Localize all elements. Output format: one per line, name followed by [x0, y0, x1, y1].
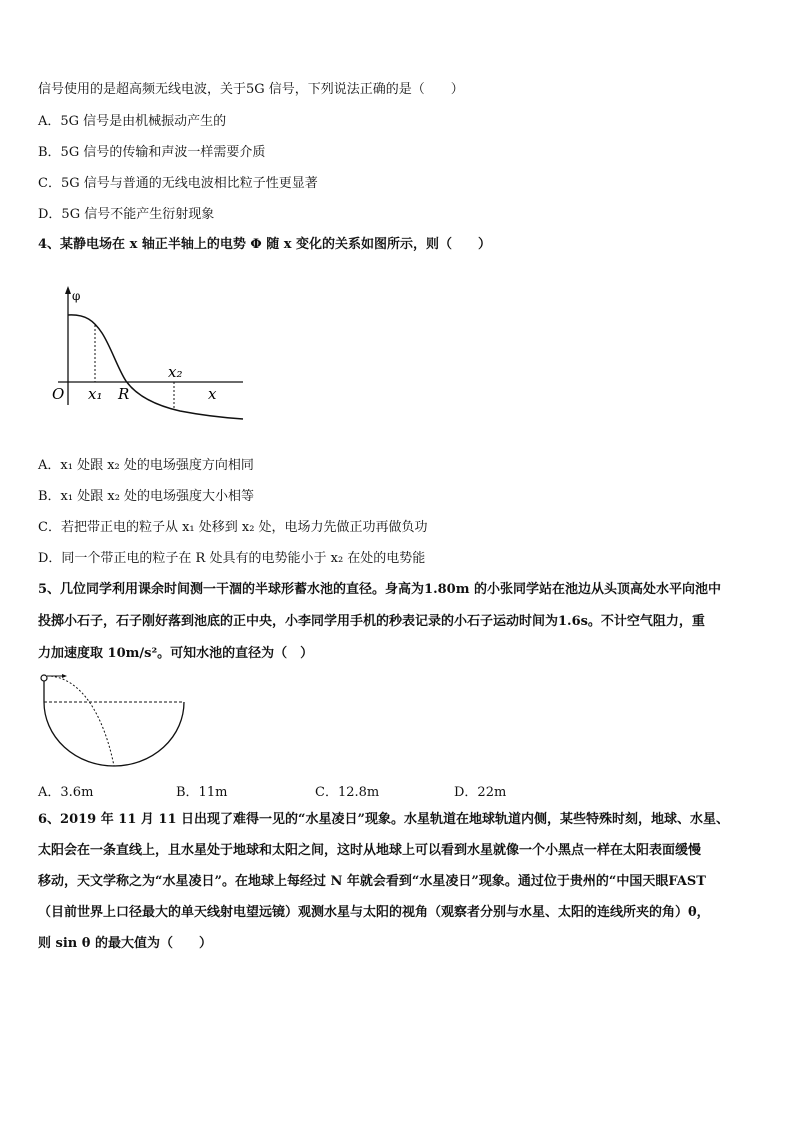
potential-graph-figure — [48, 283, 258, 428]
pool-outline — [44, 702, 184, 766]
phi-label: φ — [72, 289, 81, 303]
stone-trajectory — [47, 676, 114, 766]
q6-line-1: 6、2019 年 11 月 11 日出现了难得一见的“水星凌日”现象。水星轨道在地球轨道内侧，某些特殊时刻，地球、水星、 — [38, 812, 729, 827]
q5-option-c: C．12.8m — [315, 785, 380, 800]
q6-line-3: 移动，天文学称之为“水星凌日”。在地球上每经过 N 年就会看到“水星凌日”现象。通过位于贵州的“中国天眼FAST — [38, 874, 706, 889]
q4-option-a: A．x₁ 处跟 x₂ 处的电场强度方向相同 — [38, 458, 254, 473]
hemisphere-pool-figure — [36, 671, 196, 771]
q3-option-a: A．5G 信号是由机械振动产生的 — [38, 114, 227, 129]
q5-options — [38, 781, 506, 800]
q3-stem: 信号使用的是超高频无线电波，关于5G 信号，下列说法正确的是（ ） — [38, 82, 464, 97]
q6-line-4: （目前世界上口径最大的单天线射电望远镜）观测水星与太阳的视角（观察者分别与水星、太阳的连线所夹的角）θ， — [38, 905, 710, 920]
q5-line-2: 投掷小石子，石子刚好落到池底的正中央，小李同学用手机的秒表记录的小石子运动时间为1.6s。不计空气阻力，重 — [38, 614, 705, 629]
q5-option-d: D．22m — [454, 785, 507, 800]
q4-stem: 4、某静电场在 x 轴正半轴上的电势 Φ 随 x 变化的关系如图所示，则（ ） — [38, 237, 492, 252]
q4-option-b: B．x₁ 处跟 x₂ 处的电场强度大小相等 — [38, 489, 255, 504]
q6-line-5: 则 sin θ 的最大值为（ ） — [38, 936, 212, 951]
q5-line-1: 5、几位同学利用课余时间测一干涸的半球形蓄水池的直径。身高为1.80m 的小张同学站在池边从头顶高处水平向池中 — [38, 582, 721, 597]
potential-curve — [68, 315, 243, 419]
q5-option-b: B．11m — [176, 785, 228, 800]
r-label: R — [118, 385, 130, 403]
q4-option-d: D．同一个带正电的粒子在 R 处具有的电势能小于 x₂ 在处的电势能 — [38, 551, 426, 566]
q4-option-c: C．若把带正电的粒子从 x₁ 处移到 x₂ 处，电场力先做正功再做负功 — [38, 520, 428, 535]
phi-axis-arrow — [65, 286, 71, 294]
x2-label: x₂ — [168, 363, 183, 381]
origin-label: O — [52, 385, 65, 403]
person-head — [41, 675, 47, 681]
q6-line-2: 太阳会在一条直线上，且水星处于地球和太阳之间，这时从地球上可以看到水星就像一个小黑点一样在太阳表面缓慢 — [38, 843, 702, 858]
q5-option-a: A．3.6m — [38, 785, 94, 800]
x1-label: x₁ — [88, 385, 103, 403]
throw-arrow-head — [62, 674, 67, 678]
q3-option-b: B．5G 信号的传输和声波一样需要介质 — [38, 145, 266, 160]
q3-option-c: C．5G 信号与普通的无线电波相比粒子性更显著 — [38, 176, 318, 191]
q5-line-3: 力加速度取 10m/s²。可知水池的直径为（ ） — [38, 646, 314, 661]
q3-option-d: D．5G 信号不能产生衍射现象 — [38, 207, 215, 222]
x-axis-label: x — [208, 385, 217, 403]
